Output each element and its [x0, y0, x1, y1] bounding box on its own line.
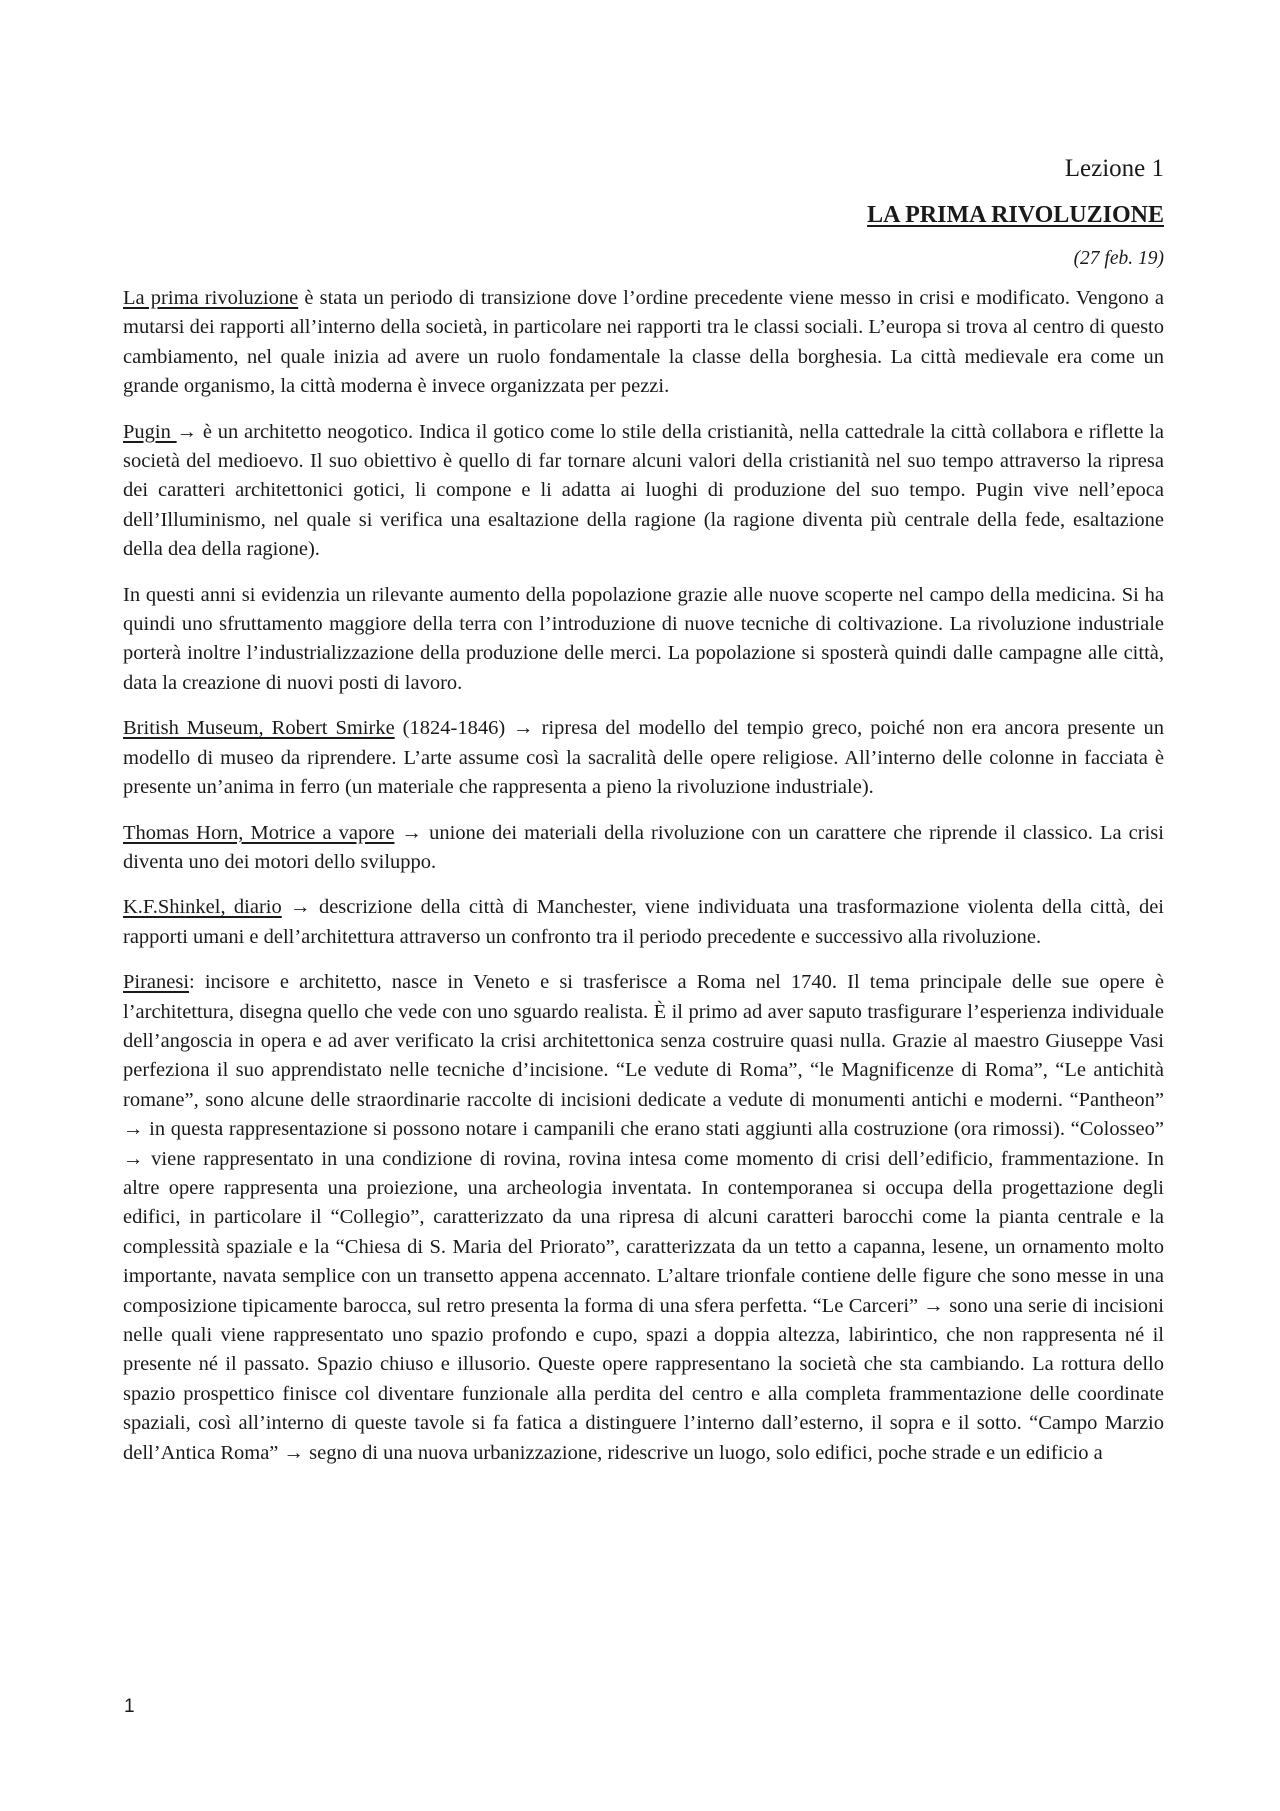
paragraph-lead: Thomas Horn, Motrice a vapore — [123, 821, 395, 844]
paragraph-lead: British Museum, Robert Smirke — [123, 717, 395, 740]
paragraph-thomas-horn — [123, 819, 1164, 878]
paragraph-text: → descrizione della città di Manchester, viene individuata una trasformazione violenta della città, dei rapporti umani e dell’architettura attraverso un confronto tra il periodo precedente e successivo alla rivoluzione. — [123, 896, 1164, 948]
paragraph-lead: Pugin — [123, 420, 177, 443]
lesson-date: (27 feb. 19) — [1073, 248, 1164, 269]
paragraph-lead: La prima rivoluzione — [123, 287, 299, 309]
paragraph-pugin — [123, 418, 1164, 565]
paragraph-text: è stata un periodo di transizione dove l’ordine precedente viene messo in crisi e modificato. Vengono a mutarsi dei rapporti all’interno della società, in particolare nei rapporti tra le classi sociali. L’europa si trova al centro di questo cambiamento, nel quale inizia ad avere un ruolo fondamentale la classe della borghesia. La città medievale era come un grande organismo, la città moderna è invece organizzata per pezzi. — [123, 287, 1164, 398]
paragraph-lead: Piranesi — [123, 971, 190, 994]
paragraph-popolazione — [123, 581, 1164, 699]
paragraph-shinkel — [123, 893, 1164, 952]
paragraph-text: In questi anni si evidenzia un rilevante aumento della popolazione grazie alle nuove scoperte nel campo della medicina. Si ha quindi uno sfruttamento maggiore della terra con l’introduzione di nuove tecniche di coltivazione. La rivoluzione industriale porterà inoltre l’industrializzazione della produzione delle merci. La popolazione si sposterà quindi dalle campagne alle città, data la creazione di nuovi posti di lavoro. — [123, 583, 1164, 694]
page-title: LA PRIMA RIVOLUZIONE — [867, 202, 1164, 228]
paragraph-text: : incisore e architetto, nasce in Veneto e si trasferisce a Roma nel 1740. Il tema principale delle sue opere è l’architettura, disegna quello che vede con uno sguardo realista. È il primo ad aver saputo trasfigurare l’esperienza individuale dell’angoscia in opera e ad aver verificato la crisi architettonica senza costruire quasi nulla. Grazie al maestro Giuseppe Vasi perfeziona il suo apprendistato nelle tecniche d’incisione. “Le vedute di Roma”, “le Magnificenze di Roma”, “Le antichità romane”, sono alcune delle straordinarie raccolte di incisioni dedicate a vedute di monumenti antichi e moderni. “Pantheon” → in questa rappresentazione si possono notare i campanili che erano stati aggiunti alla costruzione (ora rimossi). “Colosseo” → viene rappresentato in una condizione di rovina, rovina intesa come momento di crisi dell’edificio, frammentazione. In altre opere rappresenta una proiezione, una archeologia inventata. In contemporanea si occupa della progettazione degli edifici, in particolare il “Collegio”, caratterizzato da una ripresa di alcuni caratteri barocchi come la pianta centrale e la complessità spaziale e la “Chiesa di S. Maria del Priorato”, caratterizzata da un tetto a capanna, lesene, un ornamento molto importante, navata semplice con un transetto appena accennato. L’altare trionfale contiene delle figure che sono messe in una composizione tipicamente barocca, sul retro presenta la forma di una sfera perfetta. “Le Carceri” → sono una serie di incisioni nelle quali viene rappresentato uno spazio profondo e cupo, spazi a doppia altezza, labirintico, che non rappresenta né il presente né il passato. Spazio chiuso e illusorio. Queste opere rappresentano la società che sta cambiando. La rottura dello spazio prospettico finisce col diventare funzionale alla perdita del centro e alla completa frammentazione delle coordinate spaziali, così all’interno di queste tavole si fa fatica a distinguere l’interno dall’esterno, il sopra e il sotto. “Campo Marzio dell’Antica Roma” → segno di una nuova urbanizzazione, ridescrive un luogo, solo edifici, poche strade e un edificio a — [123, 971, 1164, 1464]
paragraph-text: (1824-1846) → ripresa del modello del tempio greco, poiché non era ancora presente un modello di museo da riprendere. L’arte assume così la sacralità delle opere religiose. All’interno delle colonne in facciata è presente un’anima in ferro (un materiale che rappresenta a pieno la rivoluzione industriale). — [123, 717, 1165, 799]
paragraph-lead: K.F.Shinkel, diario — [123, 896, 282, 919]
paragraph-prima-rivoluzione — [123, 284, 1164, 402]
document-page — [123, 150, 1164, 1468]
page-number: 1 — [124, 1696, 135, 1717]
paragraph-text: → unione dei materiali della rivoluzione con un carattere che riprende il classico. La crisi diventa uno dei motori dello sviluppo. — [123, 821, 1164, 873]
lesson-label: Lezione 1 — [1064, 155, 1164, 182]
paragraph-text: → è un architetto neogotico. Indica il gotico come lo stile della cristianità, nella cattedrale la città collabora e riflette la società del medioevo. Il suo obiettivo è quello di far tornare alcuni valori della cristianità nel suo tempo attraverso la ripresa dei caratteri architettonici gotici, li compone e li adatta ai luoghi di produzione del suo tempo. Pugin vive nell’epoca dell’Illuminismo, nel quale si verifica una esaltazione della ragione (la ragione diventa più centrale della fede, esaltazione della dea della ragione). — [123, 420, 1164, 561]
paragraph-british-museum — [123, 714, 1164, 802]
paragraph-piranesi — [123, 968, 1164, 1468]
